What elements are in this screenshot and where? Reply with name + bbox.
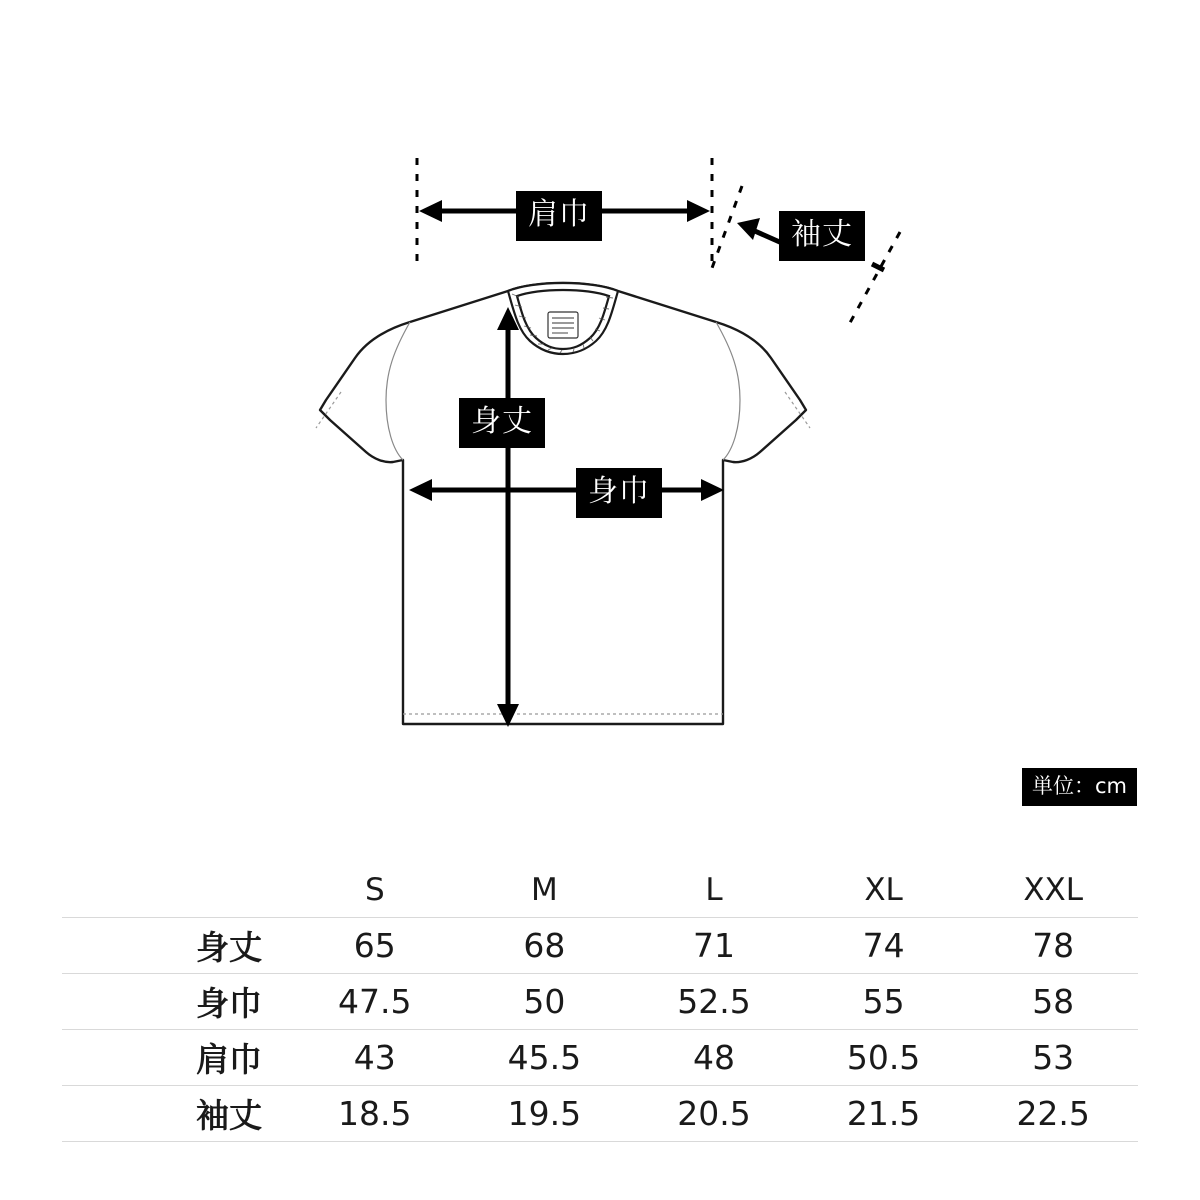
cell-body-length-xxl: 78 — [968, 918, 1138, 974]
label-shoulder-width: 肩巾 — [516, 191, 602, 241]
cell-body-width-xxl: 58 — [968, 974, 1138, 1030]
cell-body-length-l: 71 — [629, 918, 799, 974]
row-header-body-width: 身巾 — [62, 974, 290, 1030]
row-header-shoulder-width: 肩巾 — [62, 1030, 290, 1086]
row-header-body-length: 身丈 — [62, 918, 290, 974]
table-row — [62, 1030, 1138, 1086]
cell-body-width-m: 50 — [460, 974, 630, 1030]
table-header-row — [62, 862, 1138, 918]
size-table — [62, 862, 1138, 1142]
label-sleeve-length: 袖丈 — [779, 211, 865, 261]
table-corner-cell — [62, 862, 290, 918]
cell-shoulder-width-xl: 50.5 — [799, 1030, 969, 1086]
cell-sleeve-length-l: 20.5 — [629, 1086, 799, 1142]
cell-shoulder-width-xxl: 53 — [968, 1030, 1138, 1086]
table-row — [62, 1086, 1138, 1142]
column-header-s: S — [290, 862, 460, 918]
column-header-xxl: XXL — [968, 862, 1138, 918]
cell-body-length-s: 65 — [290, 918, 460, 974]
cell-sleeve-length-xl: 21.5 — [799, 1086, 969, 1142]
cell-body-width-s: 47.5 — [290, 974, 460, 1030]
cell-body-width-l: 52.5 — [629, 974, 799, 1030]
column-header-l: L — [629, 862, 799, 918]
table-row — [62, 974, 1138, 1030]
label-body-length: 身丈 — [459, 398, 545, 448]
cell-sleeve-length-xxl: 22.5 — [968, 1086, 1138, 1142]
column-header-m: M — [460, 862, 630, 918]
table-row — [62, 918, 1138, 974]
cell-body-width-xl: 55 — [799, 974, 969, 1030]
table-head — [62, 862, 1138, 918]
cell-body-length-m: 68 — [460, 918, 630, 974]
label-body-width: 身巾 — [576, 468, 662, 518]
row-header-sleeve-length: 袖丈 — [62, 1086, 290, 1142]
table-body — [62, 918, 1138, 1142]
unit-badge: 単位：cm — [1022, 768, 1137, 806]
cell-shoulder-width-s: 43 — [290, 1030, 460, 1086]
cell-sleeve-length-s: 18.5 — [290, 1086, 460, 1142]
cell-body-length-xl: 74 — [799, 918, 969, 974]
column-header-xl: XL — [799, 862, 969, 918]
cell-shoulder-width-m: 45.5 — [460, 1030, 630, 1086]
cell-sleeve-length-m: 19.5 — [460, 1086, 630, 1142]
neck-label-tag — [548, 312, 578, 338]
cell-shoulder-width-l: 48 — [629, 1030, 799, 1086]
